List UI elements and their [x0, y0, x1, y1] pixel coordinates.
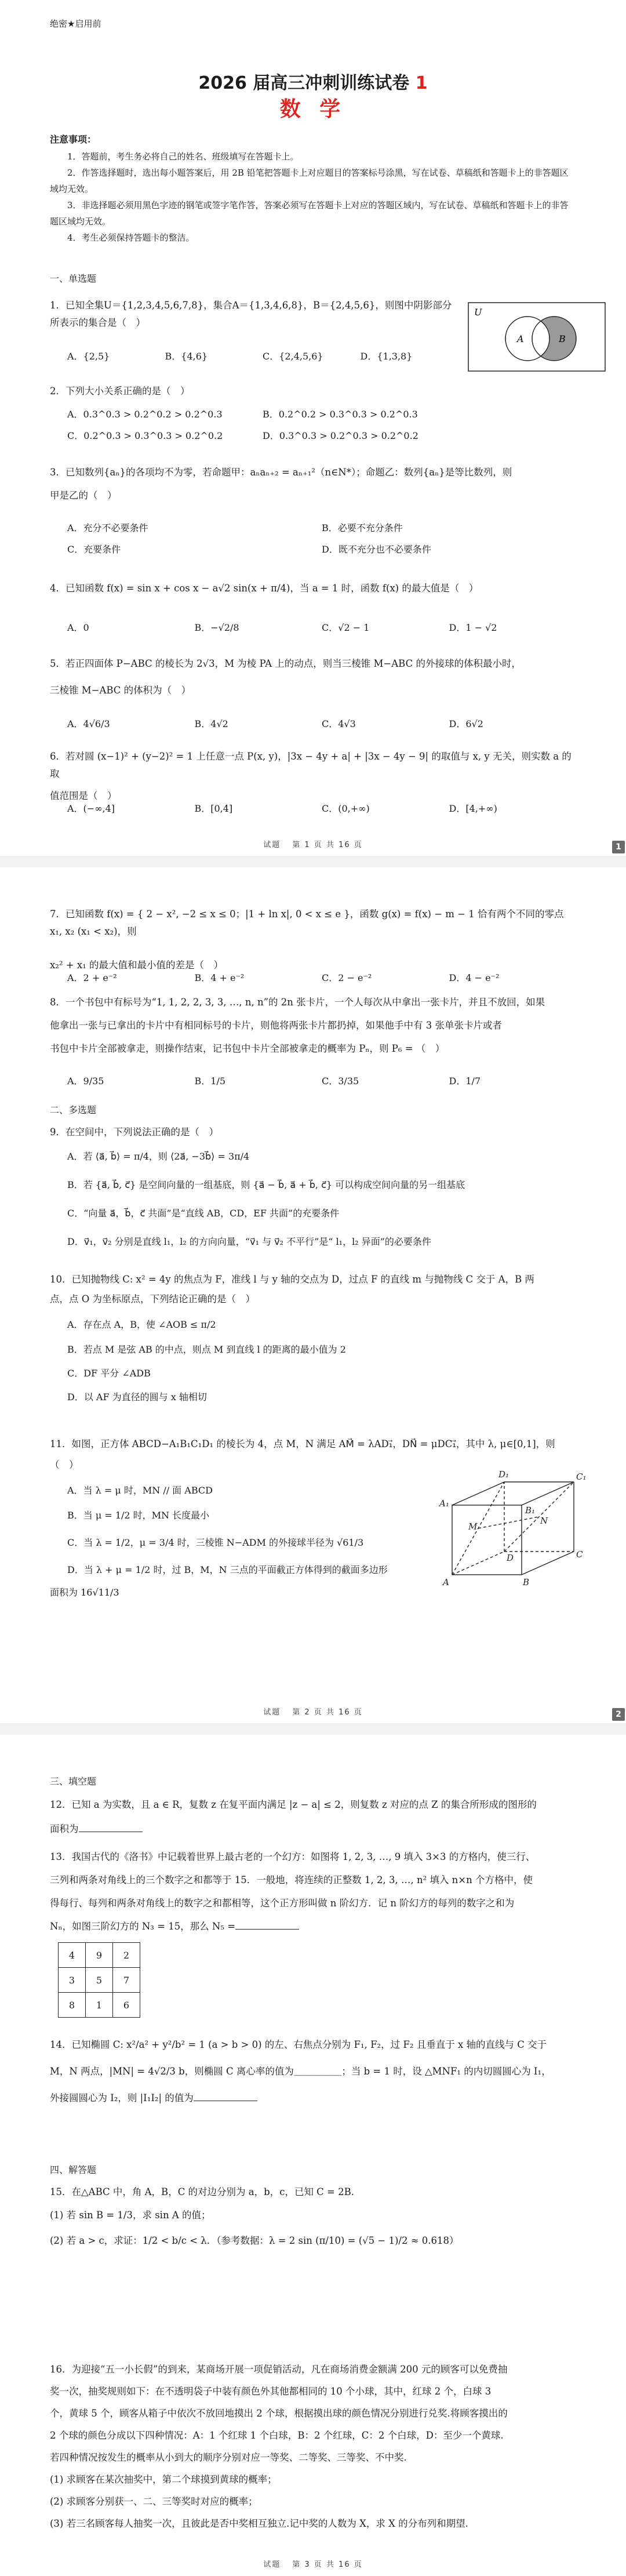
page-footer	[0, 1706, 626, 1717]
question-6-line-1: 6．若对圆 (x−1)² + (y−2)² = 1 上任意一点 P(x, y)，|3x − 4y + a| + |3x − 4y − 9| 的取值与 x, y 无关，则实数 a 的取	[50, 751, 572, 779]
question-12	[50, 1796, 576, 1838]
magic-square-row	[59, 1993, 140, 2018]
option-a[interactable]: A．当 λ = μ 时，MN // 面 ABCD	[67, 1485, 213, 1496]
option-c[interactable]: C．当 λ = 1/2，μ = 3/4 时，三棱锥 N−ADM 的外接球半径为 √61/3	[67, 1537, 364, 1548]
exam-page-2	[0, 867, 626, 1723]
notice-item: 3．非选择题必须用黑色字迹的钢笔或签字笔作答，答案必须写在答题卡上对应的答题区域内，写在试卷、草稿纸和答题卡上的非答题区域均无效。	[50, 200, 569, 227]
question-2: 2．下列大小关系正确的是（ ）	[50, 386, 190, 397]
option-b[interactable]: B．0.2^0.2 > 0.3^0.3 > 0.2^0.3	[263, 409, 418, 420]
question-16-line-2: 奖一次，抽奖规则如下：在不透明袋子中装有颜色外其他都相同的 10 个小球，其中，红球 2 个，白球 3	[50, 2386, 492, 2397]
question-7-line-2: x₂² + x₁ 的最大值和最小值的差是（ ）	[50, 960, 224, 971]
exam-title-number: 1	[415, 73, 428, 93]
question-5-options	[67, 717, 576, 730]
footer-page-count: 第 1 页 共 16 页	[292, 841, 363, 849]
cube-label-n: N	[540, 1516, 548, 1526]
option-d[interactable]: D．4 − e⁻²	[449, 972, 500, 983]
magic-cell: 8	[59, 1993, 86, 2018]
question-13-line-2: 三列和两条对角线上的三个数字之和都等于 15．一般地，将连续的正整数 1, 2, 3, …, n² 填入 n×n 个方格中，使	[50, 1874, 533, 1885]
answer-blank[interactable]	[194, 2090, 257, 2101]
question-13-line-3: 得每行、每列和两条对角线上的数字之和都相等，这个正方形叫做 n 阶幻方．记 n 阶幻方的每列的数字之和为	[50, 1898, 515, 1909]
question-16-part-2: (2) 求顾客分别获一、二、三等奖时对应的概率；	[50, 2496, 258, 2507]
question-10-line-1: 10．已知抛物线 C: x² = 4y 的焦点为 F，准线 l 与 y 轴的交点为 D，过点 F 的直线 m 与抛物线 C 交于 A，B 两	[50, 1274, 534, 1285]
question-15-part-1: (1) 若 sin B = 1/3，求 sin A 的值；	[50, 2210, 211, 2221]
question-3-line-1: 3．已知数列{aₙ}的各项均不为零，若命题甲：aₙaₙ₊₂ = aₙ₊₁²（n∈N*）；命题乙：数列{aₙ}是等比数列，则	[50, 467, 512, 478]
question-16-part-1: (1) 求顾客在某次抽奖中，第二个球摸到黄球的概率；	[50, 2474, 277, 2485]
question-14-line-1: 14．已知椭圆 C: x²/a² + y²/b² = 1 (a > b > 0) 的左、右焦点分别为 F₁, F₂，过 F₂ 且垂直于 x 轴的直线与 C 交于	[50, 2039, 547, 2050]
magic-cell: 7	[113, 1968, 140, 1993]
option-c[interactable]: C．DF 平分 ∠ADB	[67, 1368, 151, 1379]
question-16-line-5: 若四种情况按发生的概率从小到大的顺序分别对应一等奖、二等奖、三等奖、不中奖.	[50, 2452, 407, 2463]
question-4: 4．已知函数 f(x) = sin x + cos x − a√2 sin(x + π/4)，当 a = 1 时，函数 f(x) 的最大值是（ ）	[50, 583, 479, 594]
question-6-line-2: 值范围是（ ）	[50, 790, 117, 801]
option-d[interactable]: D．以 AF 为直径的圆与 x 轴相切	[67, 1391, 207, 1403]
option-b[interactable]: B．[0,4]	[194, 803, 233, 814]
option-b[interactable]: B．若 {a⃗, b⃗, c⃗} 是空间向量的一组基底，则 {a⃗ − b⃗, a⃗ + b⃗, c⃗} 可以构成空间向量的另一组基底	[67, 1179, 465, 1190]
question-14-line-3: 外接圆圆心为 I₂，则 |I₁I₂| 的值为	[50, 2092, 194, 2103]
cube-label-b1: B₁	[525, 1505, 536, 1516]
question-3-line-2: 甲是乙的（ ）	[50, 490, 117, 501]
option-d[interactable]: D．既不充分也不必要条件	[322, 544, 431, 555]
question-8	[50, 994, 576, 1058]
question-7-options	[67, 971, 576, 984]
question-1-options	[67, 349, 458, 362]
cube-label-m: M	[468, 1521, 478, 1532]
question-13	[50, 1848, 576, 1935]
section-single-choice: 一、单选题	[50, 273, 97, 284]
option-d[interactable]: D．1/7	[449, 1076, 481, 1087]
question-5	[50, 655, 576, 699]
option-c[interactable]: C．3/35	[322, 1076, 359, 1087]
option-d[interactable]: D．0.3^0.3 > 0.2^0.3 > 0.2^0.2	[263, 430, 418, 441]
magic-square-row	[59, 1943, 140, 1968]
option-b[interactable]: B．当 μ = 1/2 时，MN 长度最小	[67, 1510, 210, 1521]
venn-diagram	[467, 301, 606, 372]
question-11-line-2: （ ）	[50, 1459, 79, 1470]
notice-list	[50, 148, 576, 246]
footer-page-count: 第 3 页 共 16 页	[292, 2560, 363, 2569]
question-3	[50, 464, 576, 504]
question-14	[50, 2036, 576, 2107]
question-8-line-2: 他拿出一张与已拿出的卡片中有相同标号的卡片，则他将两张卡片都扔掉，如果他手中有 3 张单张卡片或者	[50, 1020, 502, 1031]
option-c[interactable]: C．4√3	[322, 718, 356, 729]
magic-cell: 6	[113, 1993, 140, 2018]
cube-label-c: C	[576, 1549, 583, 1560]
question-1: 1．已知全集U＝{1,2,3,4,5,6,7,8}，集合A＝{1,3,4,6,8}，B＝{2,4,5,6}，则图中阴影部分所表示的集合是（ ）	[50, 300, 452, 328]
page-number-badge: 2	[612, 1708, 625, 1721]
question-12-line-1: 12．已知 a 为实数，且 a ∈ R，复数 z 在复平面内满足 |z − a| ≤ 2，则复数 z 对应的点 Z 的集合所形成的图形的	[50, 1799, 537, 1810]
question-10-line-2: 点，点 O 为坐标原点，下列结论正确的是（ ）	[50, 1294, 256, 1305]
option-c[interactable]: C．充要条件	[67, 544, 121, 555]
option-a[interactable]: A．{2,5}	[67, 351, 110, 362]
question-15-part-2: (2) 若 a > c，求证：1/2 < b/c < λ．（参考数据：λ = 2 sin (π/10) = (√5 − 1)/2 ≈ 0.618）	[50, 2235, 459, 2246]
question-10	[50, 1271, 576, 1308]
venn-label-b: B	[559, 333, 566, 344]
option-c[interactable]: C．0.2^0.3 > 0.3^0.3 > 0.2^0.2	[67, 430, 223, 441]
option-a[interactable]: A．0	[67, 622, 89, 633]
option-a[interactable]: A．2 + e⁻²	[67, 972, 117, 983]
question-11-options	[50, 1483, 406, 1608]
option-a[interactable]: A．充分不必要条件	[67, 522, 148, 533]
question-7-line-1: 7．已知函数 f(x) = { 2 − x², −2 ≤ x ≤ 0；|1 + ln x|, 0 < x ≤ e }，函数 g(x) = f(x) − m − 1 恰有两个不同的零点 x₁, x₂ (x₁ < x₂)，则	[50, 909, 564, 937]
option-d[interactable]: D．v⃗₁，v⃗₂ 分别是直线 l₁，l₂ 的方向向量，“v⃗₁ 与 v⃗₂ 不平行”是“ l₁，l₂ 异面”的必要条件	[67, 1236, 431, 1247]
magic-cell: 4	[59, 1943, 86, 1968]
magic-square	[58, 1942, 140, 2018]
option-a[interactable]: A．4√6/3	[67, 718, 110, 729]
option-a[interactable]: A．9/35	[67, 1076, 104, 1087]
option-b[interactable]: B．4√2	[194, 718, 228, 729]
exam-page-1	[0, 0, 626, 856]
option-d[interactable]: D．[4,+∞)	[449, 803, 497, 814]
question-4-options	[67, 620, 576, 634]
cube-diagram	[417, 1465, 591, 1609]
question-12-line-2: 面积为	[50, 1823, 79, 1834]
option-a[interactable]: A．存在点 A，B，使 ∠AOB ≤ π/2	[67, 1319, 216, 1330]
question-5-line-1: 5．若正四面体 P−ABC 的棱长为 2√3，M 为棱 PA 上的动点，则当三棱锥 M−ABC 的外接球的体积最小时，	[50, 658, 521, 669]
question-10-options	[67, 1317, 576, 1412]
section-multiple-choice: 二、多选题	[50, 1104, 97, 1116]
option-b[interactable]: B．−√2/8	[194, 622, 239, 633]
option-d[interactable]: D．{1,3,8}	[360, 351, 413, 362]
option-a[interactable]: A．若 ⟨a⃗, b⃗⟩ = π/4，则 ⟨2a⃗, −3b⃗⟩ = 3π/4	[67, 1151, 250, 1162]
exam-page-3	[0, 1735, 626, 2576]
option-d[interactable]: D．当 λ + μ = 1/2 时，过 B，M，N 三点的平面截正方体得到的截面多边形	[67, 1564, 388, 1575]
section-solution: 四、解答题	[50, 2164, 97, 2175]
footer-page-count: 第 2 页 共 16 页	[292, 1708, 363, 1717]
option-b[interactable]: B．4 + e⁻²	[194, 972, 245, 983]
cube-label-d: D	[507, 1553, 514, 1563]
option-c[interactable]: C．“向量 a⃗，b⃗，c⃗ 共面”是“直线 AB，CD，EF 共面”的充要条件	[67, 1208, 340, 1219]
option-c[interactable]: C．2 − e⁻²	[322, 972, 372, 983]
question-16	[50, 2361, 576, 2533]
option-d[interactable]: D．6√2	[449, 718, 483, 729]
question-16-part-3: (3) 若三名顾客每人抽奖一次，且彼此是否中奖相互独立.记中奖的人数为 X，求 X 的分布列和期望.	[50, 2518, 468, 2529]
footer-label: 试题	[263, 1708, 281, 1717]
cube-label-d1: D₁	[498, 1469, 509, 1480]
venn-label-a: A	[517, 333, 524, 344]
option-c[interactable]: C．√2 − 1	[322, 622, 370, 633]
question-8-line-3: 书包中卡片全部被拿走，则操作结束，记书包中卡片全部被拿走的概率为 Pₙ，则 P₆ = （ ）	[50, 1043, 445, 1054]
section-fill-blank: 三、填空题	[50, 1776, 97, 1787]
footer-label: 试题	[263, 841, 281, 849]
option-b[interactable]: B．{4,6}	[165, 351, 208, 362]
question-2-options	[67, 407, 458, 450]
answer-blank[interactable]	[79, 1821, 143, 1832]
option-c[interactable]: C．{2,4,5,6}	[263, 351, 323, 362]
option-d[interactable]: D．1 − √2	[449, 622, 497, 633]
question-13-line-4: Nₙ，如图三阶幻方的 N₃ = 15，那么 N₅ =	[50, 1921, 236, 1932]
option-a[interactable]: A．(−∞,4]	[67, 803, 115, 814]
notice-heading: 注意事项：	[50, 134, 97, 145]
question-9-options	[67, 1149, 576, 1257]
question-8-line-1: 8．一个书包中有标号为“1, 1, 2, 2, 3, 3, …, n, n”的 2n 张卡片，一个人每次从中拿出一张卡片，并且不放回，如果	[50, 997, 545, 1008]
option-a[interactable]: A．0.3^0.3 > 0.2^0.2 > 0.2^0.3	[67, 409, 223, 420]
question-11-line-1: 11．如图，正方体 ABCD−A₁B₁C₁D₁ 的棱长为 4，点 M，N 满足 AM⃗ = λAD₁⃗，DN⃗ = μDC₁⃗，其中 λ, μ∈[0,1]，则	[50, 1438, 555, 1449]
page-footer	[0, 2558, 626, 2569]
magic-cell: 2	[113, 1943, 140, 1968]
magic-square-row	[59, 1968, 140, 1993]
option-c[interactable]: C．(0,+∞)	[322, 803, 370, 814]
question-5-line-2: 三棱锥 M−ABC 的体积为（ ）	[50, 685, 191, 696]
question-15	[50, 2183, 576, 2250]
subject-title: 数 学	[279, 97, 347, 121]
question-14-line-2: M，N 两点，|MN| = 4√2/3 b，则椭圆 C 离心率的值为＿＿＿＿＿；当 b = 1 时，设 △MNF₁ 的内切圆圆心为 I₁，	[50, 2066, 551, 2077]
cube-label-a1: A₁	[439, 1498, 449, 1509]
question-16-line-3: 个，黄球 5 个，顾客从箱子中依次不放回地摸出 2 个球，根据摸出球的颜色情况分别进行兑奖.将顾客摸出的	[50, 2408, 508, 2419]
question-9: 9．在空间中，下列说法正确的是（ ）	[50, 1127, 219, 1138]
magic-cell: 5	[86, 1968, 113, 1993]
question-15-stem: 15．在△ABC 中，角 A，B，C 的对边分别为 a，b，c，已知 C = 2B.	[50, 2186, 354, 2197]
option-b[interactable]: B．若点 M 是弦 AB 的中点，则点 M 到直线 l 的距离的最小值为 2	[67, 1344, 346, 1355]
cube-label-b: B	[523, 1577, 530, 1587]
page-number-badge: 1	[612, 841, 625, 853]
question-13-line-1: 13．我国古代的《洛书》中记载着世界上最古老的一个幻方：如图将 1, 2, 3, …, 9 填入 3×3 的方格内，使三行、	[50, 1851, 536, 1862]
question-3-options	[67, 521, 576, 564]
question-8-options	[67, 1074, 576, 1087]
cube-label-c1: C₁	[576, 1472, 587, 1482]
notice-item: 4．考生必须保持答题卡的整洁。	[67, 232, 195, 243]
question-16-line-4: 2 个球的颜色分成以下四种情况：A：1 个红球 1 个白球，B：2 个红球，C：2 个白球，D：至少一个黄球.	[50, 2430, 504, 2441]
page-footer	[0, 838, 626, 849]
venn-label-u: U	[474, 307, 482, 318]
footer-label: 试题	[263, 2560, 281, 2569]
option-b[interactable]: B．1/5	[194, 1076, 226, 1087]
confidential-label: 绝密★启用前	[50, 19, 101, 29]
exam-title	[0, 68, 626, 94]
option-b[interactable]: B．必要不充分条件	[322, 522, 403, 533]
cube-label-a: A	[443, 1577, 449, 1587]
question-16-line-1: 16．为迎接“五一小长假”的到来，某商场开展一项促销活动，凡在商场消费金额满 200 元的顾客可以免费抽	[50, 2364, 508, 2375]
notice-item: 1．答题前，考生务必将自己的姓名、班级填写在答题卡上。	[67, 151, 299, 162]
exam-title-main: 2026 届高三冲刺训练试卷	[198, 73, 410, 93]
question-6	[50, 748, 576, 805]
answer-blank[interactable]	[235, 1919, 299, 1930]
question-7	[50, 906, 576, 974]
question-6-options	[67, 801, 576, 815]
option-d-tail: 面积为 16√11/3	[50, 1587, 119, 1598]
magic-cell: 3	[59, 1968, 86, 1993]
notice-item: 2．作答选择题时，选出每小题答案后，用 2B 铅笔把答题卡上对应题目的答案标号涂黑，写在试卷、草稿纸和答题卡上的非答题区域均无效。	[50, 168, 569, 194]
magic-cell: 1	[86, 1993, 113, 2018]
magic-cell: 9	[86, 1943, 113, 1968]
